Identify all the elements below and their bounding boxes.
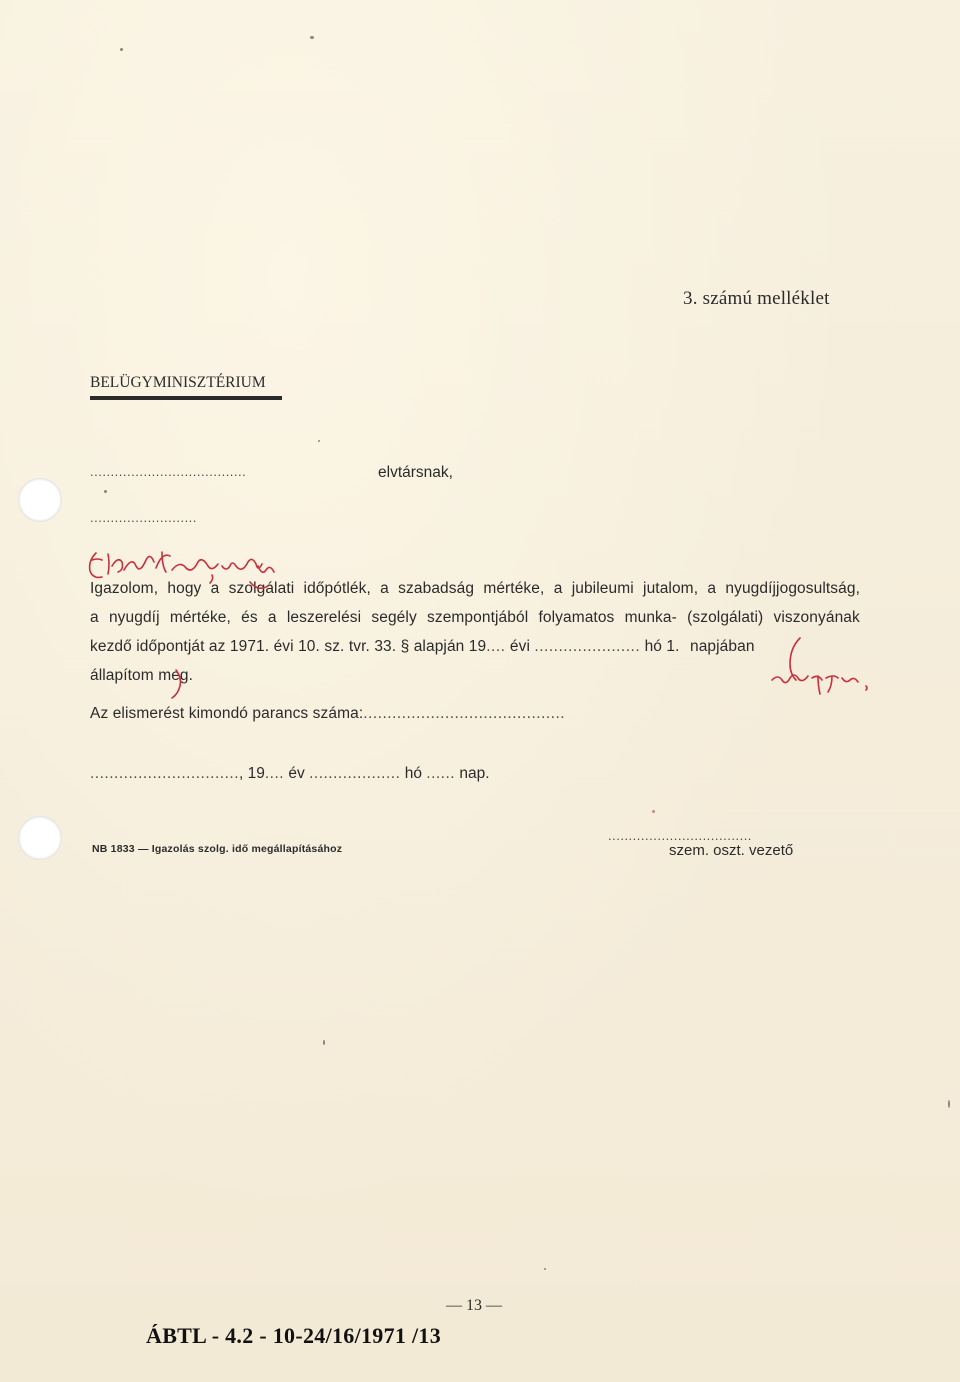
punch-hole-bottom bbox=[18, 816, 62, 860]
body-line-2-word: folyamatos bbox=[538, 609, 615, 626]
body-line-3-year-label: évi bbox=[505, 638, 535, 655]
paper-speck bbox=[318, 440, 320, 442]
body-line-1-word: időpótlék, bbox=[303, 580, 371, 597]
body-line-2-word: (szolgálati) bbox=[687, 609, 764, 626]
body-line-2-word: mértéke, bbox=[169, 609, 231, 626]
paper-speck bbox=[652, 810, 655, 813]
addressee-second-field: .......................... bbox=[90, 510, 197, 525]
month-label: hó bbox=[400, 765, 427, 782]
body-line-1-word: mértéke, bbox=[483, 580, 545, 597]
body-line-1-word: nyugdíjjogosultság, bbox=[725, 580, 860, 597]
body-line-3-text: kezdő időpontját az 1971. évi 10. sz. tvr. 33. § alapján 19 bbox=[90, 638, 487, 655]
body-line-1-word: szolgálati bbox=[228, 580, 295, 597]
month-blank-field: ...................... bbox=[534, 638, 641, 655]
paper-speck bbox=[120, 48, 123, 51]
body-line-1 bbox=[90, 580, 860, 598]
addressee-name-field: ...................................... bbox=[90, 464, 247, 479]
dateline bbox=[90, 765, 490, 783]
form-code: NB 1833 — Igazolás szolg. idő megállapításához bbox=[92, 843, 343, 855]
body-line-1-word: a bbox=[210, 580, 220, 597]
body-line-3-month-label: hó 1. bbox=[640, 638, 684, 655]
handwritten-insert-right bbox=[772, 675, 867, 694]
body-line-1-word: a bbox=[707, 580, 717, 597]
body-line-1-word: Igazolom, bbox=[90, 580, 159, 597]
body-line-3-end: napjában bbox=[689, 638, 755, 655]
body-line-2-word: szempontjából bbox=[427, 609, 529, 626]
body-line-1-word: jubileumi bbox=[571, 580, 634, 597]
paper-speck bbox=[104, 490, 107, 493]
paper-speck bbox=[323, 1040, 325, 1045]
order-number-line bbox=[90, 705, 565, 723]
body-line-1-word: a bbox=[380, 580, 389, 597]
month-field: ................... bbox=[309, 765, 401, 782]
addressee-salutation: elvtársnak, bbox=[378, 464, 453, 481]
ministry-name: BELÜGYMINISZTÉRIUM bbox=[90, 374, 266, 391]
body-line-2-word: leszerelési bbox=[286, 609, 362, 626]
body-line-1-word: jutalom, bbox=[643, 580, 699, 597]
body-line-3 bbox=[90, 638, 860, 656]
year-label: év bbox=[284, 765, 310, 782]
body-line-2-word: viszonyának bbox=[773, 609, 860, 626]
body-line-1-word: hogy bbox=[167, 580, 202, 597]
order-number-label: Az elismerést kimondó parancs száma: bbox=[90, 705, 364, 722]
body-line-2-word: a bbox=[267, 609, 277, 626]
annex-label: 3. számú melléklet bbox=[683, 288, 830, 309]
year-field: .... bbox=[264, 765, 285, 782]
archive-reference: ÁBTL - 4.2 - 10-24/16/1971 /13 bbox=[146, 1323, 442, 1348]
body-line-2-word: és bbox=[241, 609, 258, 626]
place-field: ............................... bbox=[90, 765, 239, 782]
body-line-1-word: a bbox=[553, 580, 563, 597]
day-field: ...... bbox=[426, 765, 456, 782]
year-blank-field: .... bbox=[486, 638, 506, 655]
day-label: nap. bbox=[455, 765, 490, 782]
ministry-underline bbox=[90, 396, 282, 400]
order-number-field: .......................................... bbox=[363, 705, 566, 722]
page-number: — 13 — bbox=[446, 1297, 502, 1314]
body-line-2-word: nyugdíj bbox=[108, 609, 160, 626]
paper-speck bbox=[948, 1100, 950, 1108]
body-line-1-word: szabadság bbox=[398, 580, 475, 597]
paper-speck bbox=[544, 1268, 546, 1270]
body-line-2-word: a bbox=[90, 609, 99, 626]
year-prefix: , 19 bbox=[239, 765, 265, 782]
body-line-2-word: segély bbox=[371, 609, 417, 626]
body-line-2 bbox=[90, 609, 860, 627]
body-line-4: állapítom meg. bbox=[90, 667, 194, 684]
punch-hole-top bbox=[18, 478, 62, 522]
body-line-2-word: munka- bbox=[624, 609, 677, 626]
paper-speck bbox=[310, 36, 314, 39]
signature-title: szem. oszt. vezető bbox=[669, 842, 794, 859]
signature-field: ................................... bbox=[608, 828, 752, 843]
